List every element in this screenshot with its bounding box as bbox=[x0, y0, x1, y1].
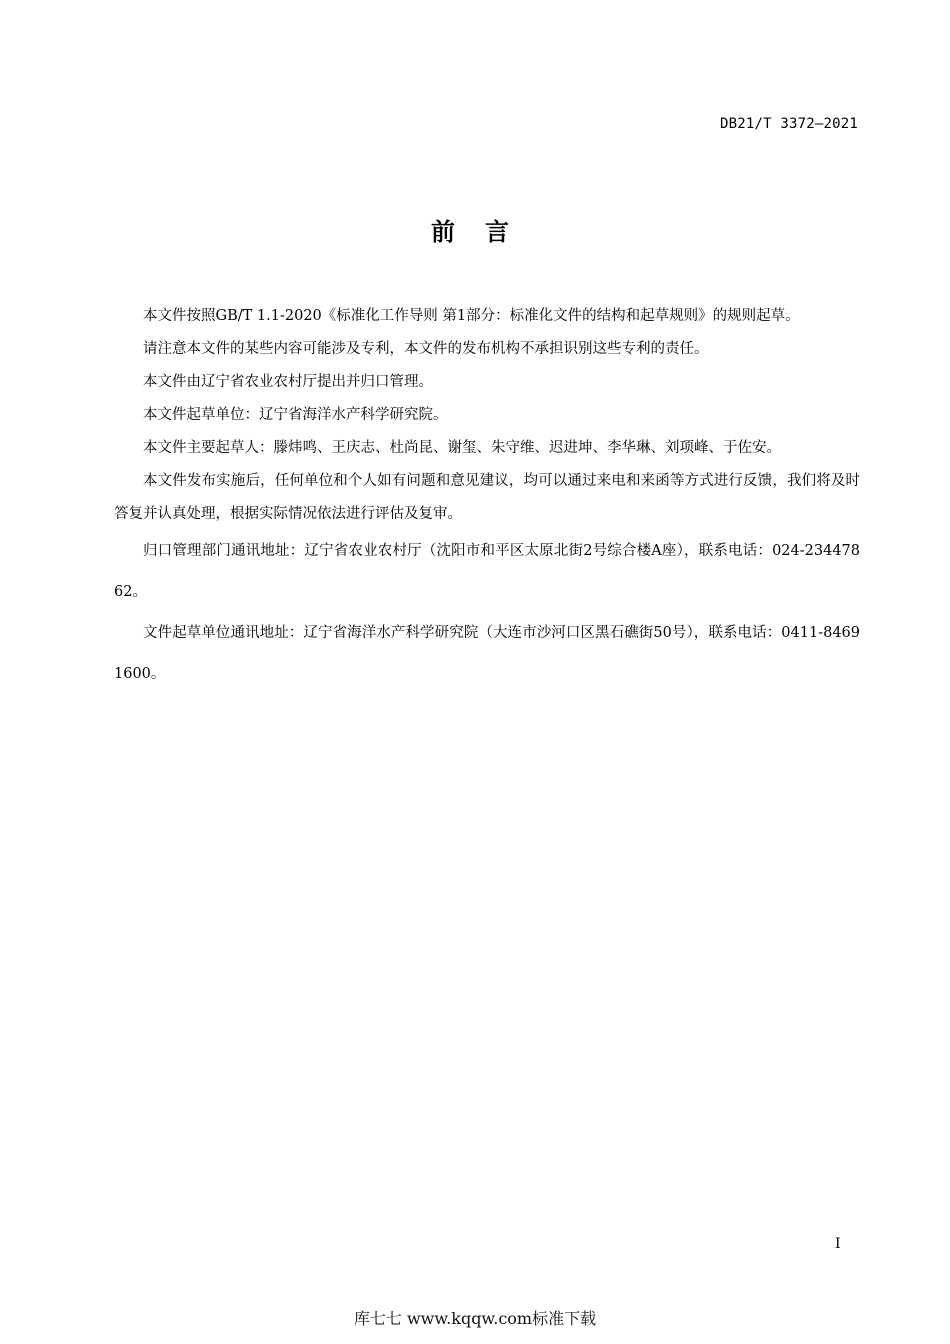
paragraph-patent-notice: 请注意本文件的某些内容可能涉及专利，本文件的发布机构不承担识别这些专利的责任。 bbox=[143, 341, 709, 357]
paragraph-proposer: 本文件由辽宁省农业农村厅提出并归口管理。 bbox=[143, 374, 433, 390]
paragraph-management-contact: 归口管理部门通讯地址：辽宁省农业农村厅（沈阳市和平区太原北街2号综合楼A座），联系电话：024-23447862。 bbox=[114, 543, 860, 600]
document-body bbox=[114, 300, 860, 695]
document-code: DB21/T 3372—2021 bbox=[719, 116, 858, 132]
paragraph-feedback: 本文件发布实施后，任何单位和个人如有问题和意见建议，均可以通过来电和来函等方式进行反馈，我们将及时答复并认真处理，根据实际情况依法进行评估及复审。 bbox=[114, 473, 860, 522]
paragraph-drafting-unit: 本文件起草单位：辽宁省海洋水产科学研究院。 bbox=[143, 407, 448, 423]
page-number: I bbox=[835, 1236, 841, 1252]
page-title: 前言 bbox=[431, 218, 539, 246]
paragraph-drafter-contact: 文件起草单位通讯地址：辽宁省海洋水产科学研究院（大连市沙河口区黑石礁街50号），联系电话：0411-84691600。 bbox=[114, 625, 860, 682]
watermark-footer: 库七七 www.kqqw.com标准下载 bbox=[353, 1309, 597, 1328]
paragraph-drafting-rules: 本文件按照GB/T 1.1-2020《标准化工作导则 第1部分：标准化文件的结构和起草规则》的规则起草。 bbox=[143, 308, 800, 324]
paragraph-drafters: 本文件主要起草人：滕炜鸣、王庆志、杜尚昆、谢玺、朱守维、迟进坤、李华琳、刘项峰、于佐安。 bbox=[143, 440, 781, 456]
